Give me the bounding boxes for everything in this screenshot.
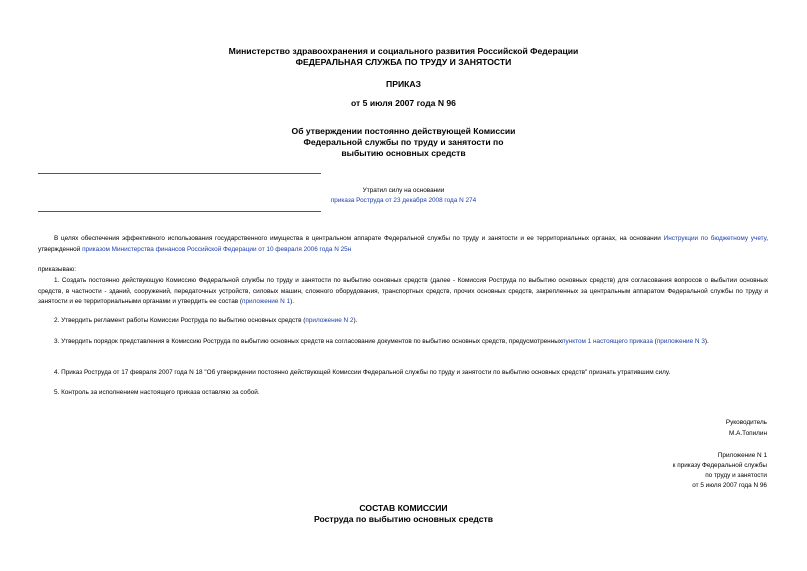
- doc-title-line3: выбытию основных средств: [341, 148, 466, 158]
- item-5: 5. Контроль за исполнением настоящего приказа оставляю за собой.: [54, 389, 260, 396]
- doc-type: ПРИКАЗ: [386, 79, 421, 89]
- order-word: приказываю:: [38, 266, 76, 273]
- doc-title-line2: Федеральной службы по труду и занятости по: [303, 137, 504, 147]
- divider-bottom: [38, 211, 321, 212]
- signature-name: М.А.Топилин: [729, 430, 767, 437]
- appendix-ref-line2: по труду и занятости: [705, 472, 767, 479]
- appendix-1-link[interactable]: приложение N 1: [242, 298, 291, 306]
- appendix-label: Приложение N 1: [717, 452, 767, 459]
- ministry-name: Министерство здравоохранения и социального развития Российской Федерации: [228, 46, 579, 56]
- appendix-2-link[interactable]: приложение N 2: [305, 317, 354, 324]
- item-3: [38, 337, 768, 348]
- item-2-end: ).: [353, 317, 358, 324]
- item-3-mid: (: [652, 338, 657, 345]
- item-1: [38, 276, 768, 308]
- item-1-end: ).: [290, 298, 295, 306]
- composition-title: СОСТАВ КОМИССИИ: [359, 503, 448, 513]
- item-2: [38, 316, 768, 327]
- item-4: 4. Приказ Роструда от 17 февраля 2007 года N 18 "Об утверждении постоянно действующей Комиссии Федеральной службы по труду и занятости по выбытию основных средств" признать утратившим силу.: [54, 369, 671, 376]
- item-1-text: 1. Создать постоянно действующую Комиссию Федеральной службы по труду и занятости по выбытию основных средств (далее - Комиссия Роструда по выбытию основных средств) для согласования вопросов о выбытии основных средств, в частности - зданий, сооружений, передаточных устройств, силовых машин, сложного оборудования, транспортных средств, прочих основных средств, закрепленных за центральным аппаратом Федеральной службы по труду и занятости и ее территориальными органами и утвердить ее состав (: [38, 277, 768, 306]
- appendix-ref-line3: от 5 июля 2007 года N 96: [692, 482, 767, 489]
- status-note-link[interactable]: приказа Роструда от 23 декабря 2008 года N 274: [330, 197, 477, 204]
- preamble-text2: , утвержденной: [38, 235, 768, 253]
- preamble-text1: В целях обеспечения эффективного использования государственного имущества в центральном аппарате Федеральной службы по труду и занятости и ее территориальных органах, на основании: [54, 235, 664, 242]
- divider-top: [38, 173, 321, 174]
- item-3-text: 3. Утвердить порядок представления в Комиссию Роструда по выбытию основных средств на согласование документов по выбытию основных средств, предусмотренных: [54, 338, 563, 345]
- clause-1-link[interactable]: пунктом 1 настоящего приказа: [562, 338, 653, 345]
- status-note-text: Утратил силу на основании: [362, 187, 445, 194]
- preamble-paragraph: [38, 234, 768, 255]
- composition-subtitle: Роструда по выбытию основных средств: [313, 514, 494, 524]
- doc-title-line1: Об утверждении постоянно действующей Комиссии: [291, 126, 516, 136]
- signature-position: Руководитель: [725, 419, 767, 426]
- item-3-end: ).: [704, 338, 709, 345]
- item-2-text: 2. Утвердить регламент работы Комиссии Роструда по выбытию основных средств (: [54, 317, 306, 324]
- appendix-ref-line1: к приказу Федеральной службы: [672, 462, 767, 469]
- instruction-link[interactable]: Инструкции по бюджетному учету: [663, 235, 767, 242]
- status-note-link-row: [240, 195, 567, 206]
- service-name: ФЕДЕРАЛЬНАЯ СЛУЖБА ПО ТРУДУ И ЗАНЯТОСТИ: [295, 57, 512, 67]
- minfin-order-link[interactable]: приказом Министерства финансов Российской Федерации от 10 февраля 2006 года N 25н: [82, 245, 352, 253]
- doc-date-number: от 5 июля 2007 года N 96: [351, 98, 456, 108]
- appendix-3-link[interactable]: приложение N 3: [656, 338, 705, 345]
